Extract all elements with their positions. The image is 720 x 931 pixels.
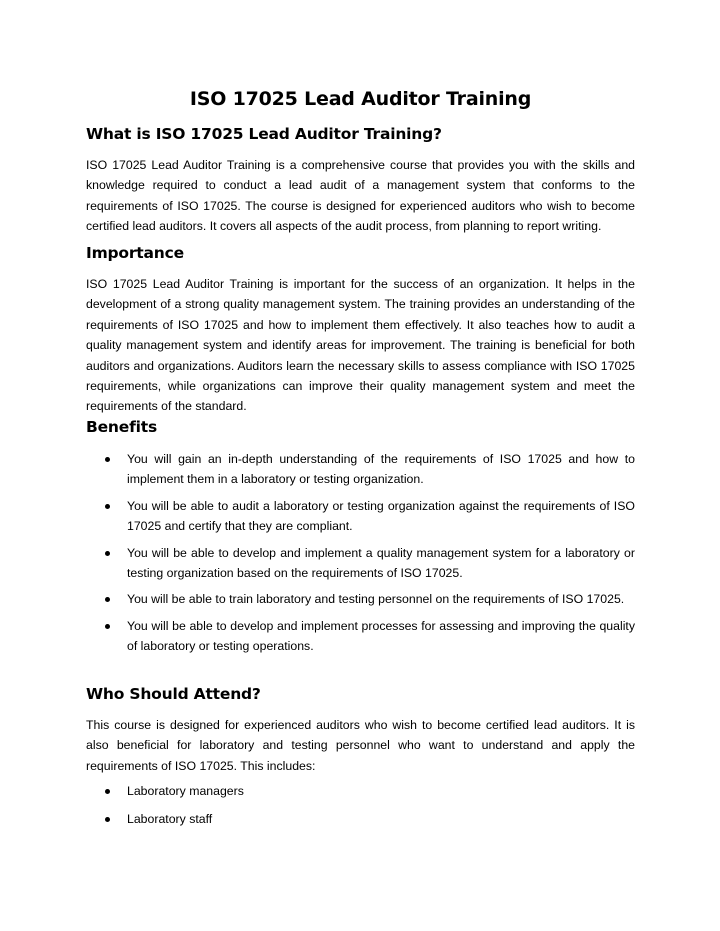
bullet-icon xyxy=(105,504,110,509)
list-item xyxy=(86,589,635,609)
list-item-text: You will gain an in-depth understanding of the requirements of ISO 17025 and how to implement them in a laboratory or testing organization. xyxy=(127,452,635,487)
bullet-icon xyxy=(105,817,110,822)
section-heading-who-should-attend: Who Should Attend? xyxy=(86,685,261,703)
list-item-text: Laboratory staff xyxy=(127,812,213,827)
section-paragraph-what-is: ISO 17025 Lead Auditor Training is a comprehensive course that provides you with the skills and knowledge required to conduct a lead audit of a management system that conforms to the requirements of ISO 17025. The course is designed for experienced auditors who wish to become certified lead auditors. It covers all aspects of the audit process, from planning to report writing. xyxy=(86,158,635,234)
section-heading-benefits: Benefits xyxy=(86,418,157,436)
list-item xyxy=(86,449,635,490)
list-item-text: You will be able to train laboratory and testing personnel on the requirements of ISO 17025. xyxy=(127,592,625,607)
bullet-icon xyxy=(105,624,110,629)
section-paragraph-who-should-attend: This course is designed for experienced auditors who wish to become certified lead auditors. It is also beneficial for laboratory and testing personnel who want to understand and apply the requirements of ISO 17025. This includes: xyxy=(86,718,635,773)
list-item xyxy=(86,809,635,829)
list-item xyxy=(86,616,635,657)
bullet-icon xyxy=(105,457,110,462)
section-paragraph-importance: ISO 17025 Lead Auditor Training is important for the success of an organization. It helps in the development of a strong quality management system. The training provides an understanding of the requirements of ISO 17025 and how to implement them effectively. It also teaches how to audit a quality management system and identify areas for improvement. The training is beneficial for both auditors and organizations. Auditors learn the necessary skills to assess compliance with ISO 17025 requirements, while organizations can improve their quality management system and meet the requirements of the standard. xyxy=(86,277,635,414)
list-item-text: You will be able to audit a laboratory or testing organization against the requirements of ISO 17025 and certify that they are compliant. xyxy=(127,498,635,534)
list-item-text: You will be able to develop and implement a quality management system for a laboratory or testing organization based on the requirements of ISO 17025. xyxy=(127,545,635,581)
bullet-icon xyxy=(105,789,110,794)
list-item xyxy=(86,496,635,537)
section-heading-importance: Importance xyxy=(86,244,184,262)
bullet-icon xyxy=(105,551,110,556)
bullet-icon xyxy=(105,597,110,602)
list-item xyxy=(86,543,635,584)
section-heading-what-is: What is ISO 17025 Lead Auditor Training? xyxy=(86,125,442,143)
list-item-text: Laboratory managers xyxy=(127,784,244,798)
attendees-list xyxy=(86,781,635,830)
list-item xyxy=(86,781,635,801)
document-title: ISO 17025 Lead Auditor Training xyxy=(189,88,532,110)
benefits-list xyxy=(86,449,635,657)
list-item-text: You will be able to develop and implement processes for assessing and improving the quality of laboratory or testing operations. xyxy=(127,618,635,654)
